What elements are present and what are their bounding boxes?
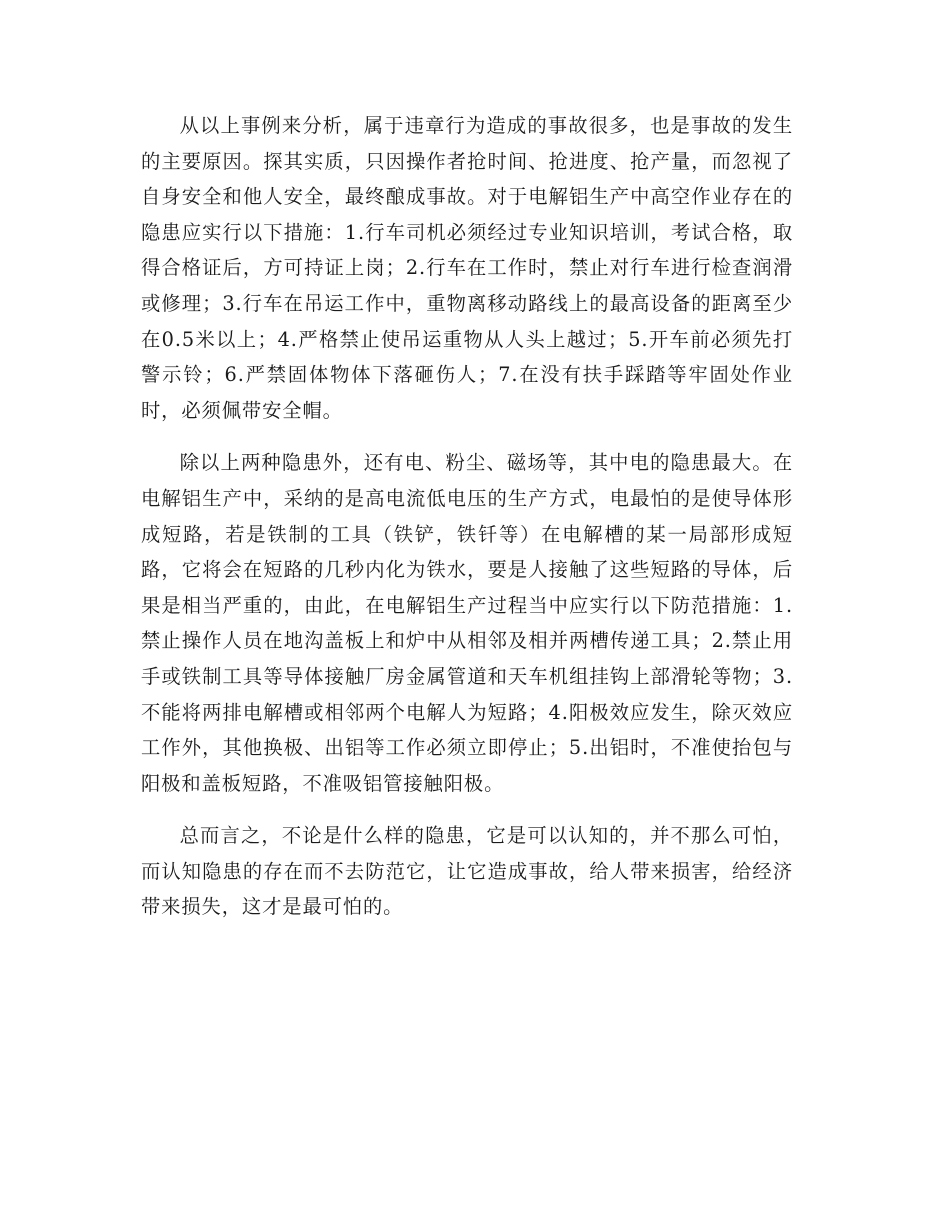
document-body bbox=[141, 108, 793, 942]
paragraph-violation-accidents: 从以上事例来分析，属于违章行为造成的事故很多，也是事故的发生的主要原因。探其实质，只因操作者抢时间、抢进度、抢产量，而忽视了自身安全和他人安全，最终酿成事故。对于电解铝生产中高空作业存在的隐患应实行以下措施：1.行车司机必须经过专业知识培训，考试合格，取得合格证后，方可持证上岗；2.行车在工作时，禁止对行车进行检查润滑或修理；3.行车在吊运工作中，重物离移动路线上的最高设备的距离至少在0.5米以上；4.严格禁止使吊运重物从人头上越过；5.开车前必须先打警示铃；6.严禁固体物体下落砸伤人；7.在没有扶手踩踏等牢固处作业时，必须佩带安全帽。 bbox=[141, 114, 793, 422]
paragraph-electrical-hazards: 除以上两种隐患外，还有电、粉尘、磁场等，其中电的隐患最大。在电解铝生产中，采纳的是高电流低电压的生产方式，电最怕的是使导体形成短路，若是铁制的工具（铁铲，铁钎等）在电解槽的某一局部形成短路，它将会在短路的几秒内化为铁水，要是人接触了这些短路的导体，后果是相当严重的，由此，在电解铝生产过程当中应实行以下防范措施：1.禁止操作人员在地沟盖板上和炉中从相邻及相并两槽传递工具；2.禁止用手或铁制工具等导体接触厂房金属管道和天车机组挂钩上部滑轮等物；3.不能将两排电解槽或相邻两个电解人为短路；4.阳极效应发生，除灭效应工作外，其他换极、出铝等工作必须立即停止；5.出铝时，不准使抬包与阳极和盖板短路，不准吸铝管接触阳极。 bbox=[141, 451, 793, 795]
paragraph-conclusion: 总而言之，不论是什么样的隐患，它是可以认知的，并不那么可怕，而认知隐患的存在而不去防范它，让它造成事故，给人带来损害，给经济带来损失，这才是最可怕的。 bbox=[141, 824, 793, 919]
